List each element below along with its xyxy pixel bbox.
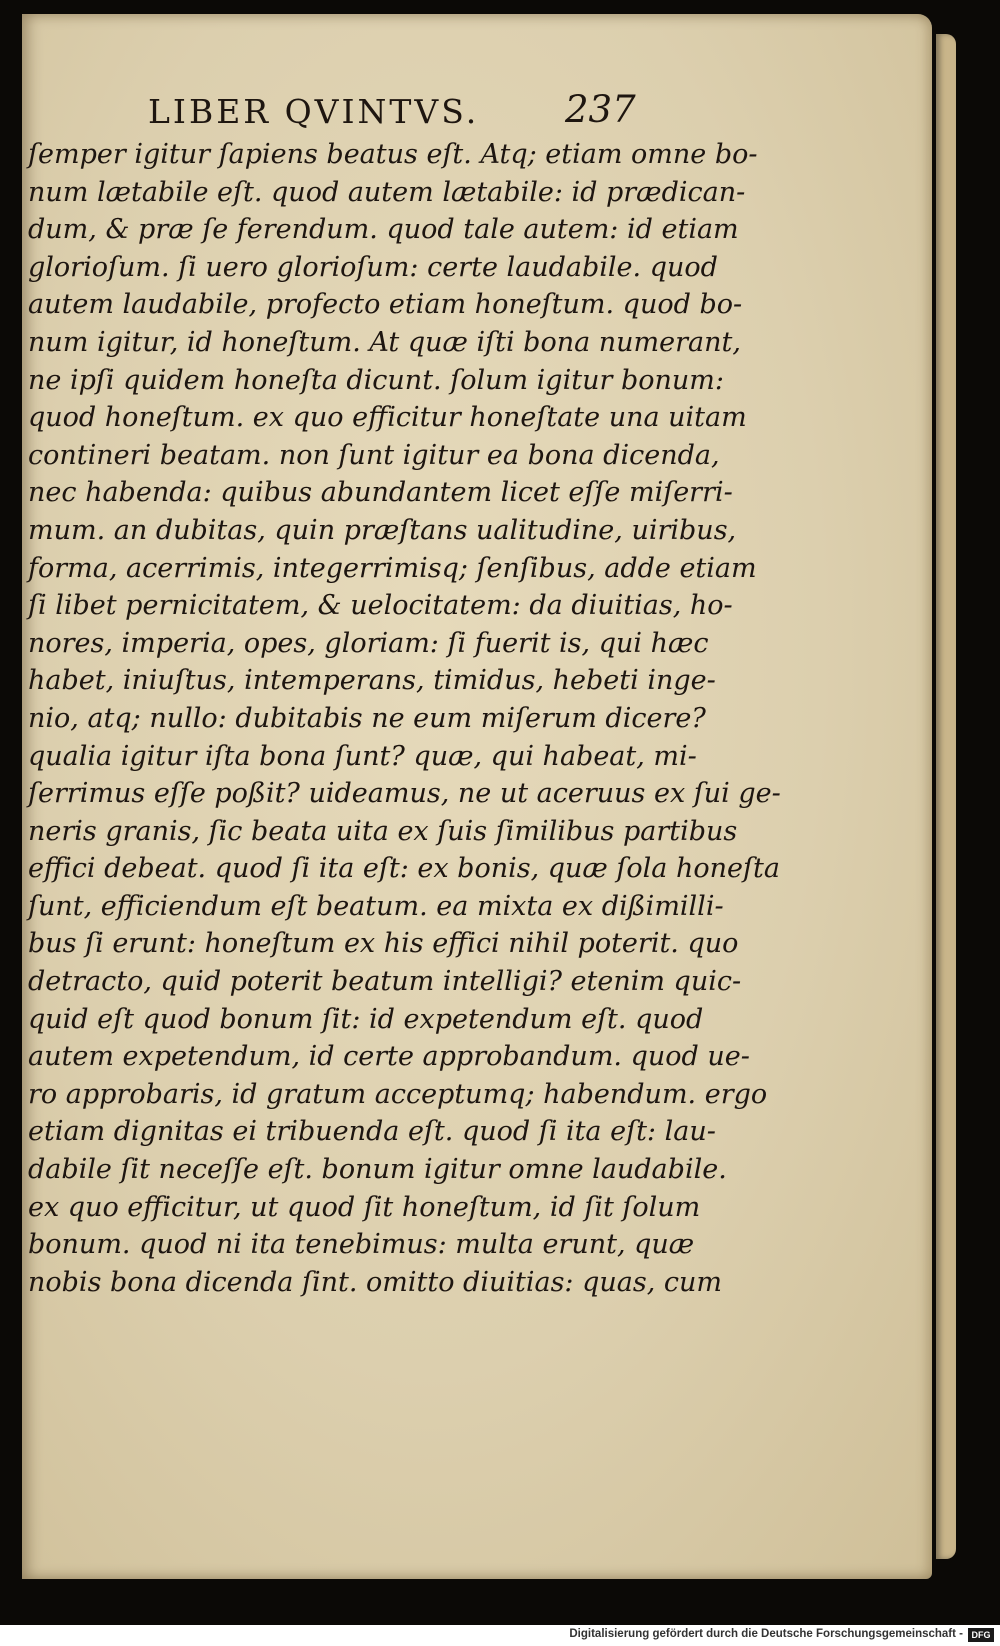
text-line: neris granis, ſic beata uita ex ſuis ſimilibus partibus <box>28 815 738 847</box>
text-line: autem laudabile, profecto etiam honeſtum. quod bo- <box>28 289 743 321</box>
text-line: glorioſum. ſi uero glorioſum: certe laudabile. quod <box>28 251 718 283</box>
text-line: nores, imperia, opes, gloriam: ſi fuerit is, qui hæc <box>28 627 709 659</box>
text-line: bonum. quod ni ita tenebimus: multa erunt, quæ <box>28 1229 695 1261</box>
body-text <box>28 136 781 1301</box>
text-line: nobis bona dicenda ſint. omitto diuitias: quas, cum <box>28 1266 723 1298</box>
page-edge <box>936 34 956 1559</box>
digitization-footer <box>0 1625 1000 1646</box>
book-page <box>22 14 932 1579</box>
dfg-logo: DFG <box>968 1628 994 1642</box>
text-line: autem expetendum, id certe approbandum. quod ue- <box>28 1041 750 1073</box>
text-line: quid eſt quod bonum ſit: id expetendum eſt. quod <box>28 1003 704 1035</box>
text-line: habet, iniuſtus, intemperans, timidus, hebeti inge- <box>28 665 716 697</box>
text-line: ſunt, efficiendum eſt beatum. ea mixta ex dißimilli- <box>28 890 724 922</box>
running-head <box>22 78 932 138</box>
text-line: dum, & præ ſe ferendum. quod tale autem: id etiam <box>28 214 739 246</box>
text-line: nio, atq; nullo: dubitabis ne eum miſerum dicere? <box>28 702 706 734</box>
text-line: contineri beatam. non ſunt igitur ea bona dicenda, <box>28 439 720 471</box>
text-line: etiam dignitas ei tribuenda eſt. quod ſi ita eſt: lau- <box>28 1116 716 1148</box>
text-line: bus ſi erunt: honeſtum ex his effici nihil poterit. quo <box>28 928 739 960</box>
text-line: dabile ſit neceſſe eſt. bonum igitur omne laudabile. <box>28 1154 727 1186</box>
text-line: ex quo efficitur, ut quod ſit honeſtum, id ſit ſolum <box>28 1191 701 1223</box>
text-line: ſemper igitur ſapiens beatus eſt. Atq; etiam omne bo- <box>28 139 758 170</box>
text-line: num lætabile eſt. quod autem lætabile: id prædican- <box>28 176 746 208</box>
text-line: ne ipſi quidem honeſta dicunt. ſolum igitur bonum: <box>28 364 724 396</box>
text-line: ro approbaris, id gratum acceptumq; habendum. ergo <box>28 1078 768 1110</box>
text-line: effici debeat. quod ſi ita eſt: ex bonis, quæ ſola honeſta <box>28 853 780 885</box>
text-line: detracto, quid poterit beatum intelligi? etenim quic- <box>28 966 742 998</box>
text-line: qualia igitur iſta bona ſunt? quæ, qui habeat, mi- <box>28 740 697 772</box>
text-line: quod honeſtum. ex quo efficitur honeſtate una uitam <box>28 402 747 434</box>
text-line: nec habenda: quibus abundantem licet eſſe miſerri- <box>28 477 733 509</box>
page-number: 237 <box>565 88 636 131</box>
text-line: num igitur, id honeſtum. At quæ iſti bona numerant, <box>28 326 741 358</box>
running-head-title: LIBER QVINTVS. <box>148 92 480 131</box>
text-line: forma, acerrimis, integerrimisq; ſenſibus, adde etiam <box>28 552 757 584</box>
text-line: ſerrimus eſſe poßit? uideamus, ne ut aceruus ex ſui ge- <box>28 778 781 810</box>
text-line: mum. an dubitas, quin præſtans ualitudine, uiribus, <box>28 514 737 546</box>
funding-credit: Digitalisierung gefördert durch die Deutsche Forschungsgemeinschaft - <box>569 1628 963 1640</box>
text-line: ſi libet pernicitatem, & uelocitatem: da diuitias, ho- <box>28 590 733 622</box>
